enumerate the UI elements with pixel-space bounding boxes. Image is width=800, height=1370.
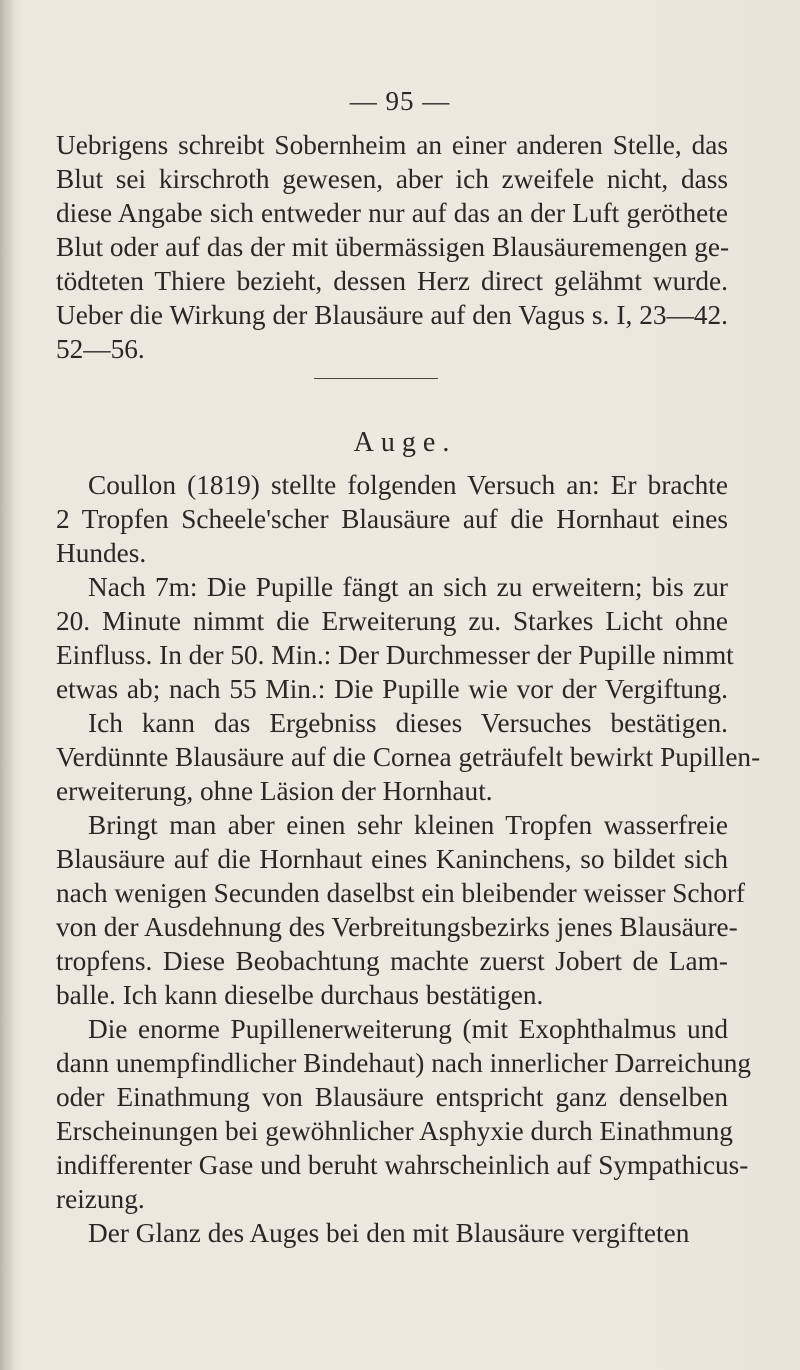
section-heading: Auge. (353, 427, 457, 458)
page-binding-edge (0, 0, 14, 1370)
text-line: 2 Tropfen Scheele'scher Blausäure auf die Hornhaut eines (56, 504, 728, 534)
text-line: indifferenter Gase und beruht wahrscheinlich auf Sympathicus- (56, 1150, 749, 1180)
text-line: Uebrigens schreibt Sobernheim an einer anderen Stelle, das (56, 130, 728, 160)
section-divider (314, 378, 438, 379)
paragraph-blood-color (56, 128, 728, 366)
text-line: Blut oder auf das der mit übermässigen Blausäuremengen ge- (56, 232, 730, 262)
text-line: Hundes. (56, 538, 147, 568)
section-body (56, 468, 761, 1250)
text-line: balle. Ich kann dieselbe durchaus bestätigen. (56, 980, 544, 1010)
text-line: Die enorme Pupillenerweiterung (mit Exophthalmus und (88, 1014, 728, 1044)
text-line: tödteten Thiere bezieht, dessen Herz direct gelähmt wurde. (56, 266, 728, 296)
text-line: Blausäure auf die Hornhaut eines Kaninchens, so bildet sich (56, 844, 728, 874)
text-line: 52—56. (56, 334, 145, 364)
text-line: nach wenigen Secunden daselbst ein bleibender weisser Schorf (56, 878, 746, 908)
text-line: Coullon (1819) stellte folgenden Versuch an: Er brachte (88, 470, 728, 500)
text-line: 20. Minute nimmt die Erweiterung zu. Starkes Licht ohne (56, 606, 728, 636)
text-line: diese Angabe sich entweder nur auf das an der Luft geröthete (56, 198, 728, 228)
text-line: Ich kann das Ergebniss dieses Versuches bestätigen. (88, 708, 728, 738)
text-line: Erscheinungen bei gewöhnlicher Asphyxie durch Einathmung (56, 1116, 733, 1146)
text-line: Einfluss. In der 50. Min.: Der Durchmesser der Pupille nimmt (56, 640, 734, 670)
text-line: etwas ab; nach 55 Min.: Die Pupille wie vor der Vergiftung. (56, 674, 728, 704)
text-line: tropfens. Diese Beobachtung machte zuerst Jobert de Lam- (56, 946, 728, 976)
text-line: von der Ausdehnung des Verbreitungsbezirks jenes Blausäure- (56, 912, 738, 942)
text-line: Bringt man aber einen sehr kleinen Tropfen wasserfreie (88, 810, 728, 840)
text-line: dann unempfindlicher Bindehaut) nach innerlicher Darreichung (56, 1048, 752, 1078)
text-line: reizung. (56, 1184, 145, 1214)
text-line: Blut sei kirschroth gewesen, aber ich zweifele nicht, dass (56, 164, 728, 194)
text-line: oder Einathmung von Blausäure entspricht ganz denselben (56, 1082, 728, 1112)
text-line: Verdünnte Blausäure auf die Cornea geträufelt bewirkt Pupillen- (56, 742, 761, 772)
text-line: Der Glanz des Auges bei den mit Blausäure vergifteten (88, 1218, 690, 1248)
text-line: Ueber die Wirkung der Blausäure auf den Vagus s. I, 23—42. (56, 300, 728, 330)
page-number: — 95 — (349, 86, 451, 116)
text-line: erweiterung, ohne Läsion der Hornhaut. (56, 776, 493, 806)
text-line: Nach 7m: Die Pupille fängt an sich zu erweitern; bis zur (88, 572, 728, 602)
